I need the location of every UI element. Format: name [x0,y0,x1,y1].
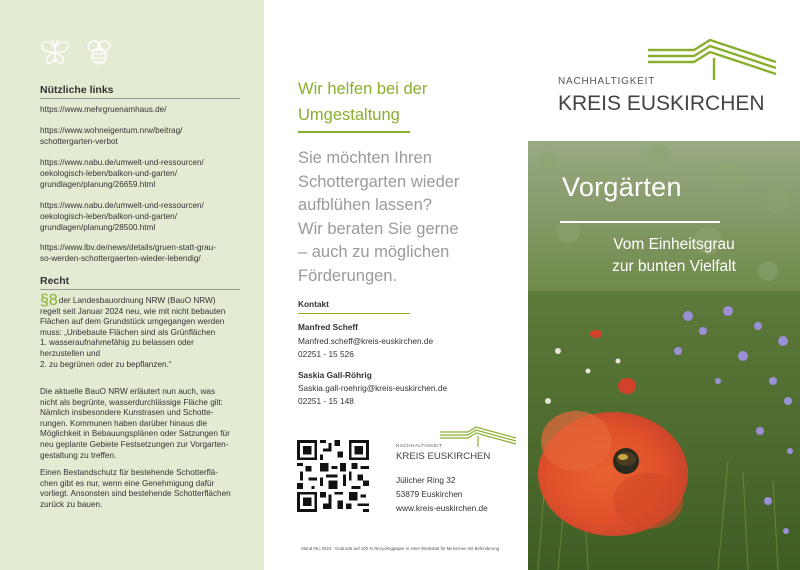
contact-phone: 02251 - 15 148 [298,396,354,406]
logo-line2: KREIS EUSKIRCHEN [558,92,765,115]
logo-roof-icon [438,426,518,448]
logo-line1: NACHHALTIGKEIT [558,76,656,87]
butterfly-icon [40,38,70,66]
recht-heading: Recht [40,275,70,287]
law-paragraph: Einen Bestandschutz für bestehende Schotterflä- chen gibt es nur, wenn eine Genehmigung dafür vorliegt. Ansonsten sind bestehende Schotterflächen zurück zu bauen. [40,468,231,509]
small-logo-line2: KREIS EUSKIRCHEN [396,451,491,462]
poppy-flower [538,411,688,536]
link-item[interactable]: https://www.wohneigentum.nrw/beitrag/ schottergarten-verbot [40,126,183,146]
contact-divider [298,313,410,314]
contact-name: Saskia Gall-Röhrig [298,370,372,380]
address-street: Jülicher Ring 32 [396,475,456,485]
bee-icon [84,38,114,66]
link-item[interactable]: https://www.nabu.de/umwelt-und-ressourcen/ oekologisch-leben/balkon-und-garten/ grundlagen/planung/28500.html [40,201,204,232]
law-paragraph-text: der Landesbauordnung NRW (BauO NRW) regelt seit Januar 2024 neu, wie mit nicht bebauten Flächen auf dem Grundstück umgegangen werden muss: „Unbebaute Flächen sind als Grünflächen 1. wasseraufnahmefähig zu belassen oder herzustellen und 2. zu begrünen oder zu bepflanzen.“ [40,296,226,369]
contact-phone: 02251 - 15 526 [298,349,354,359]
hero-divider [560,221,720,223]
contact-name: Manfred Scheff [298,322,358,332]
link-item[interactable]: https://www.nabu.de/umwelt-und-ressourcen/ oekologisch-leben/balkon-und-garten/ grundlagen/planung/26659.html [40,158,204,189]
icon-row [40,38,114,66]
hero-title: Vorgärten [562,172,682,202]
website-link[interactable]: www.kreis-euskirchen.de [396,503,488,513]
recht-divider [40,289,240,290]
title-underline [298,131,410,133]
contact-label: Kontakt [298,299,329,309]
links-divider [40,98,240,99]
cover-photo [528,141,800,570]
middle-intro-text: Sie möchten Ihren Schottergarten wieder aufblühen lassen? Wir beraten Sie gerne – auch zu möglichen Förderungen. [298,149,460,285]
qr-code[interactable] [297,440,369,512]
print-footer: Stand 06 | 2024 · Gedruckt auf 100 % Recyclingpapier in einer Werkstatt für Menschen mit Behinderung [300,546,500,551]
address-city: 53879 Euskirchen [396,489,463,499]
law-paragraph [40,292,252,370]
links-heading: Nützliche links [40,84,114,96]
contact-email[interactable]: Manfred.scheff@kreis-euskirchen.de [298,336,434,346]
hero-subtitle: Vom Einheitsgrau zur bunten Vielfalt [612,236,736,275]
link-item[interactable]: https://www.lbv.de/news/details/gruen-statt-grau- so-werden-schottergaerten-wieder-lebendig/ [40,243,216,263]
middle-title: Wir helfen bei der Umgestaltung [298,80,428,124]
link-item[interactable]: https://www.mehrgruenamhaus.de/ [40,105,167,114]
contact-email[interactable]: Saskia.gall-roehrig@kreis-euskirchen.de [298,383,448,393]
law-paragraph: Die aktuelle BauO NRW erläutert nun auch, was nicht als begrünte, wasserdurchlässige Fläche gilt: Nämlich insbesondere Kunstrasen und Schotte- rungen. Kommunen haben darüber hinaus die Möglichkeit in Bebauungsplänen oder Satzungen für neu geplante Gebiete Festsetzungen zur Vorgarten- gestaltung zu treffen. [40,387,230,460]
small-logo-line1: NACHHALTIGKEIT [396,443,443,448]
logo-roof-icon [648,38,778,80]
paragraph-symbol: §8 [40,292,58,309]
